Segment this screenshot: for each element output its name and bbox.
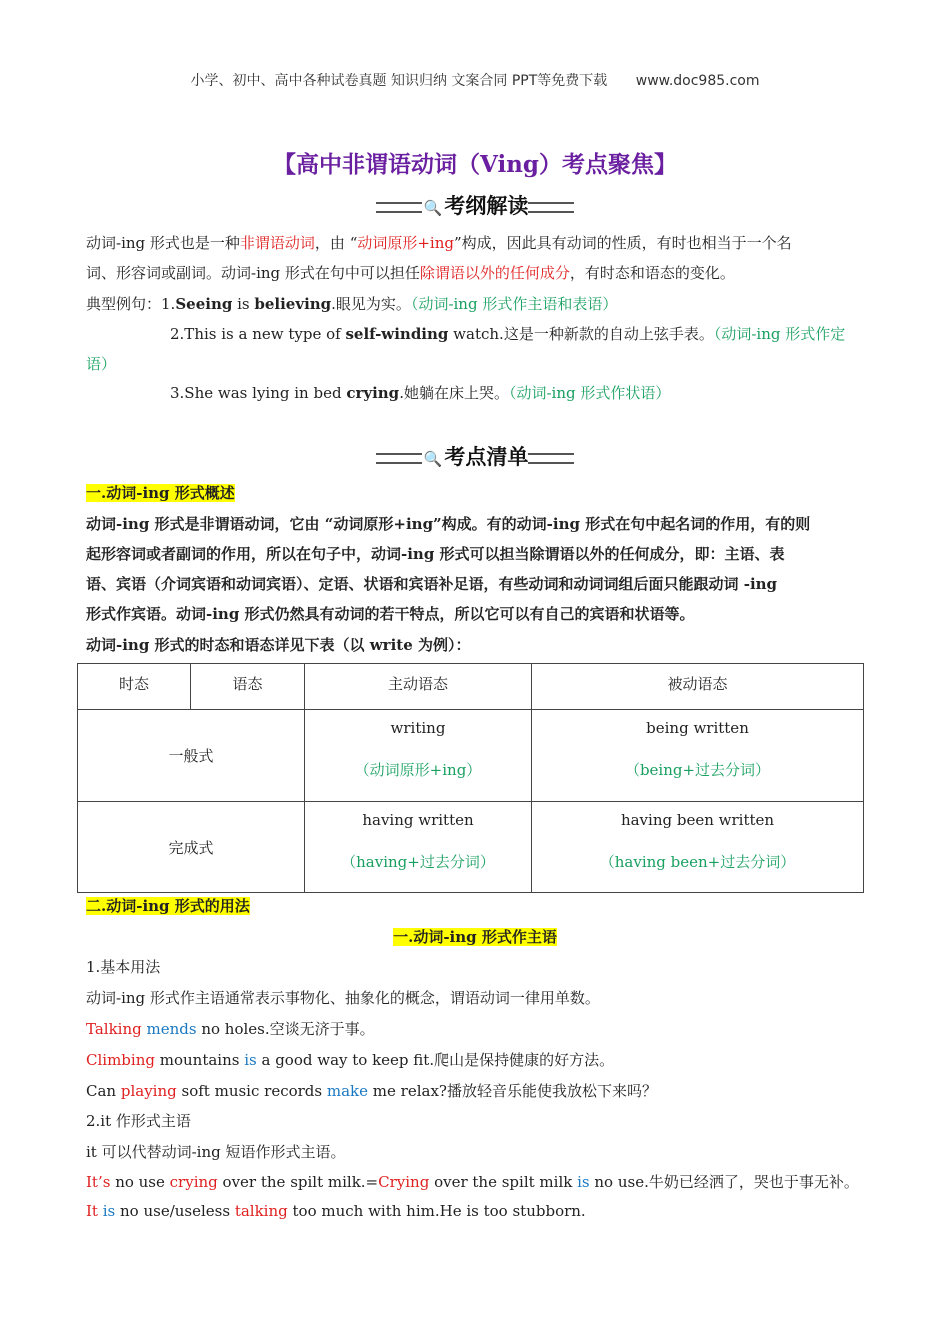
part1-para-line-2: 起形容词或者副词的作用，所以在句子中，动词-ing 形式可以担当除谓语以外的任何成分，即：主语、表 <box>86 545 785 563</box>
basic-usage-desc: 动词-ing 形式作主语通常表示事物化、抽象化的概念，谓语动词一律用单数。 <box>86 989 600 1007</box>
header-text: 小学、初中、高中各种试卷真题 知识归纳 文案合同 PPT等免费下载 <box>190 73 608 89</box>
section-title: 考点清单 <box>444 444 529 469</box>
page-title: 【高中非谓语动词（Ving）考点聚焦】 <box>273 151 677 178</box>
table-row <box>78 710 864 802</box>
example-sentence: Talking mends no holes.空谈无济于事。 <box>86 1020 375 1038</box>
magnifier-icon: 🔍 <box>423 449 443 468</box>
section-title: 考纲解读 <box>444 193 529 218</box>
heading-bar-left <box>376 202 422 213</box>
part2-subheading: 一.动词-ing 形式作主语 <box>393 928 557 946</box>
basic-usage-title: 1.基本用法 <box>86 958 161 976</box>
table-cell: 一般式 <box>78 710 305 802</box>
example-2-cont: 语） <box>86 355 117 373</box>
heading-bar-left <box>376 453 422 464</box>
table-row <box>78 664 864 710</box>
intro-line-1: 动词-ing 形式也是一种非谓语动词，由 “动词原形+ing”构成，因此具有动词的性质，有时也相当于一个名 <box>86 234 792 252</box>
example-3: 3.She was lying in bed crying.她躺在床上哭。（动词-ing 形式作状语） <box>170 384 671 402</box>
table-header-cell: 时态 <box>78 664 191 710</box>
part1-heading: 一.动词-ing 形式概述 <box>86 484 235 502</box>
section-heading-outline <box>0 190 950 220</box>
table-header-cell: 被动语态 <box>532 664 864 710</box>
part2-heading: 二.动词-ing 形式的用法 <box>86 897 250 915</box>
example-sentence: It’s no use crying over the spilt milk.=Crying over the spilt milk is no use.牛奶已经洒了，哭也于事无补。 <box>86 1173 859 1191</box>
heading-bar-right <box>528 453 574 464</box>
table-header-cell: 语态 <box>191 664 305 710</box>
example-sentence: Can playing soft music records make me relax?播放轻音乐能使我放松下来吗？ <box>86 1082 657 1100</box>
table-row <box>78 802 864 893</box>
table-cell: being written （being+过去分词） <box>532 710 864 802</box>
page-header <box>0 70 950 90</box>
heading-bar-right <box>528 202 574 213</box>
part1-table-caption: 动词-ing 形式的时态和语态详见下表（以 write 为例）： <box>86 636 471 654</box>
example-sentence: Climbing mountains is a good way to keep fit.爬山是保持健康的好方法。 <box>86 1051 615 1069</box>
magnifier-icon: 🔍 <box>423 198 443 217</box>
part1-para-line-4: 形式作宾语。动词-ing 形式仍然具有动词的若干特点，所以它可以有自己的宾语和状语等。 <box>86 605 695 623</box>
it-subject-desc: it 可以代替动词-ing 短语作形式主语。 <box>86 1143 346 1161</box>
part1-para-line-3: 语、宾语（介词宾语和动词宾语）、定语、状语和宾语补足语，有些动词和动词词组后面只能跟动词 -ing <box>86 575 778 593</box>
table-header-cell: 主动语态 <box>305 664 532 710</box>
example-sentence: It is no use/useless talking too much with him.He is too stubborn. <box>86 1202 586 1220</box>
intro-line-2: 词、形容词或副词。动词-ing 形式在句中可以担任除谓语以外的任何成分，有时态和语态的变化。 <box>86 264 735 282</box>
table-cell: 完成式 <box>78 802 305 893</box>
table-cell: writing （动词原形+ing） <box>305 710 532 802</box>
example-1: 典型例句：1.Seeing is believing.眼见为实。（动词-ing 形式作主语和表语） <box>86 295 618 313</box>
tense-voice-table <box>77 663 864 893</box>
table-cell: having been written （having been+过去分词） <box>532 802 864 893</box>
example-2: 2.This is a new type of self-winding watch.这是一种新款的自动上弦手表。（动词-ing 形式作定 <box>170 325 846 343</box>
table-cell: having written （having+过去分词） <box>305 802 532 893</box>
it-subject-title: 2.it 作形式主语 <box>86 1112 191 1130</box>
header-site-link[interactable]: www.doc985.com <box>635 73 760 89</box>
part1-para-line-1: 动词-ing 形式是非谓语动词，它由 “动词原形+ing”构成。有的动词-ing 形式在句中起名词的作用，有的则 <box>86 515 811 533</box>
section-heading-checklist <box>0 441 950 471</box>
